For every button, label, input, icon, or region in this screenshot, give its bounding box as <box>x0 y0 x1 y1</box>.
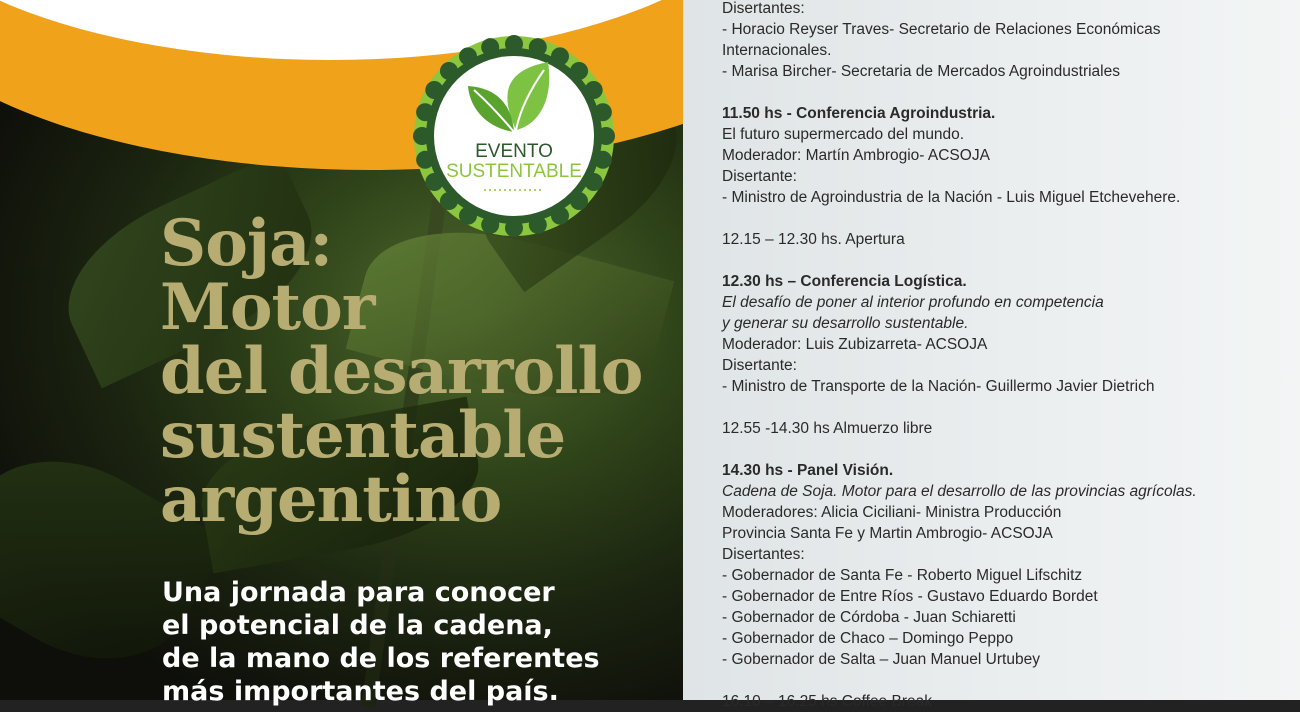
program-spacer <box>722 208 1297 229</box>
program-line: - Ministro de Transporte de la Nación- Guillermo Javier Dietrich <box>722 378 1155 395</box>
program-spacer <box>722 82 1297 103</box>
program-line: Moderadores: Alicia Ciciliani- Ministra Producción <box>722 504 1062 521</box>
program-line: 12.55 -14.30 hs Almuerzo libre <box>722 420 933 437</box>
program-line: - Gobernador de Chaco – Domingo Peppo <box>722 630 1014 647</box>
event-title <box>160 206 680 537</box>
evento-sustentable-badge <box>408 30 620 242</box>
program-line: - Gobernador de Córdoba - Juan Schiaretti <box>722 609 1016 626</box>
title-line: argentino <box>160 462 502 537</box>
program-line: - Marisa Bircher- Secretaria de Mercados Agroindustriales <box>722 63 1120 80</box>
program-line: 16.10 – 16.25 hs Coffee Break <box>722 693 932 710</box>
program-spacer <box>722 250 1297 271</box>
badge-line1: EVENTO <box>475 141 553 162</box>
program-spacer <box>722 397 1297 418</box>
program-list <box>722 0 1297 712</box>
program-line: Provincia Santa Fe y Martin Ambrogio- ACSOJA <box>722 525 1053 542</box>
program-session-heading: 11.50 hs - Conferencia Agroindustria. <box>722 105 996 122</box>
subtitle-line: de la mano de los referentes <box>162 643 600 674</box>
program-line: - Gobernador de Salta – Juan Manuel Urtubey <box>722 651 1040 668</box>
program-line: Disertantes: <box>722 0 805 17</box>
title-line: Soja: <box>160 206 333 281</box>
subtitle-line: el potencial de la cadena, <box>162 610 553 641</box>
title-line: del desarrollo <box>160 334 643 409</box>
subtitle-line: más importantes del país. <box>162 676 559 707</box>
program-line: - Horacio Reyser Traves- Secretario de Relaciones Económicas <box>722 21 1161 38</box>
event-subtitle <box>162 576 682 708</box>
program-line: - Ministro de Agroindustria de la Nación - Luis Miguel Etchevehere. <box>722 189 1181 206</box>
program-spacer <box>722 670 1297 691</box>
program-line: El futuro supermercado del mundo. <box>722 126 965 143</box>
program-session-heading: 12.30 hs – Conferencia Logística. <box>722 273 967 290</box>
program-line: Disertante: <box>722 357 797 374</box>
title-line: sustentable <box>160 398 566 473</box>
program-line: Internacionales. <box>722 42 832 59</box>
program-panel <box>683 0 1300 710</box>
program-spacer <box>722 439 1297 460</box>
program-line: - Gobernador de Entre Ríos - Gustavo Eduardo Bordet <box>722 588 1098 605</box>
program-line: Moderador: Luis Zubizarreta- ACSOJA <box>722 336 988 353</box>
subtitle-line: Una jornada para conocer <box>162 577 555 608</box>
program-line: - Gobernador de Santa Fe - Roberto Miguel Lifschitz <box>722 567 1083 584</box>
program-line: Disertante: <box>722 168 797 185</box>
badge-line2: SUSTENTABLE <box>446 161 582 182</box>
program-line: Cadena de Soja. Motor para el desarrollo de las provincias agrícolas. <box>722 483 1197 500</box>
program-line: Moderador: Martín Ambrogio- ACSOJA <box>722 147 990 164</box>
program-line: Disertantes: <box>722 546 805 563</box>
title-line: Motor <box>160 270 375 345</box>
program-line: 12.15 – 12.30 hs. Apertura <box>722 231 905 248</box>
program-line: y generar su desarrollo sustentable. <box>722 315 969 332</box>
program-line: El desafío de poner al interior profundo en competencia <box>722 294 1104 311</box>
program-session-heading: 14.30 hs - Panel Visión. <box>722 462 894 479</box>
